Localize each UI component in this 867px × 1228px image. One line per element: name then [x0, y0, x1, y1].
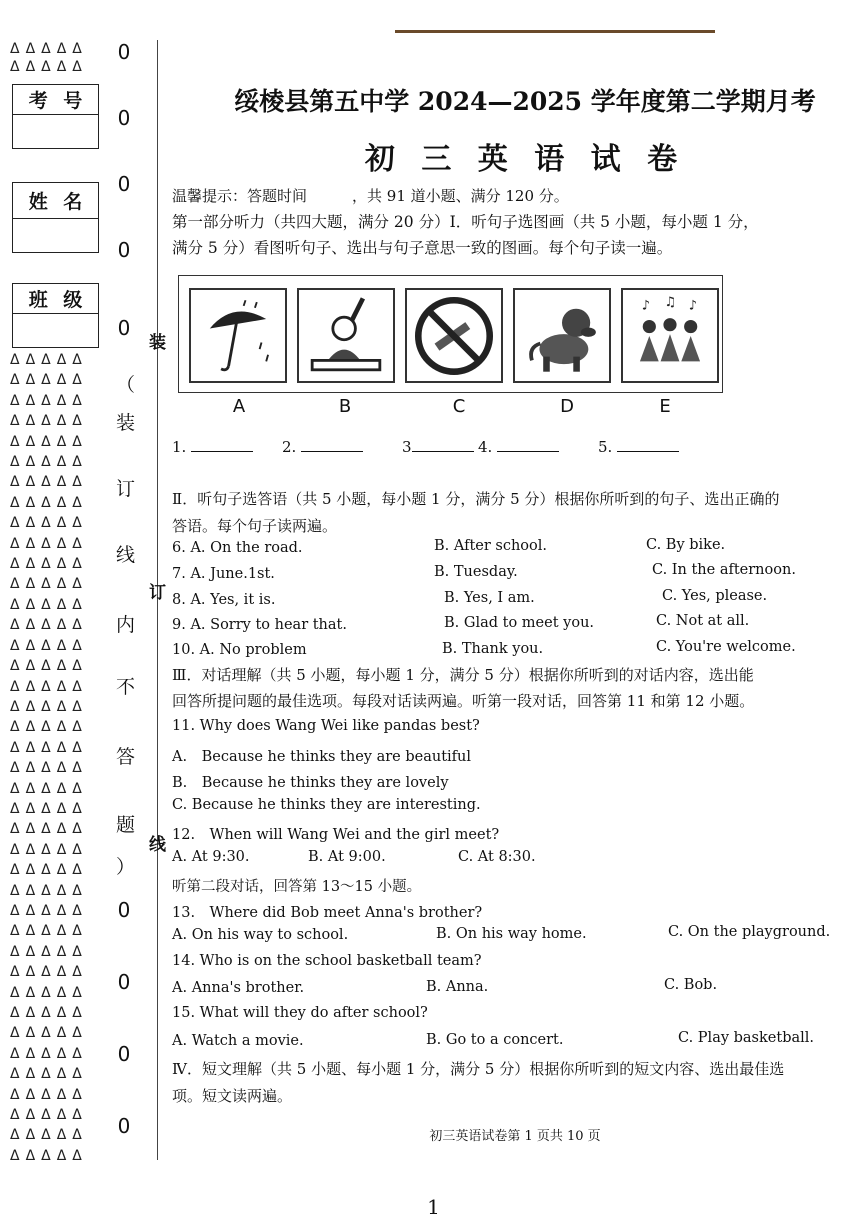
- triangle-row: ΔΔΔΔΔ: [10, 556, 88, 573]
- no-smoking-icon: [405, 288, 503, 383]
- binding-notice-vertical: （ 装 订 线 内 不 答 题 ）: [116, 374, 136, 878]
- option-12c[interactable]: C. At 8:30.: [458, 849, 536, 865]
- page-number: 1: [427, 1195, 440, 1219]
- student-raising-hand-icon: [297, 288, 395, 383]
- paper-title: 初 三 英 语 试 卷: [364, 142, 686, 177]
- triangle-row: ΔΔΔΔΔ: [10, 841, 88, 858]
- binding-mark: 装: [149, 333, 166, 353]
- part1-intro-line1: 第一部分听力（共四大题，满分 20 分）Ⅰ．听句子选图画（共 5 小题，每小题 1 分，: [172, 213, 759, 231]
- option-15a[interactable]: A. Watch a movie.: [172, 1033, 304, 1049]
- question-15: 15. What will they do after school?: [172, 1005, 428, 1021]
- triangle-row: ΔΔΔΔΔ: [10, 1107, 88, 1124]
- triangle-row: ΔΔΔΔΔ: [10, 59, 88, 75]
- svg-text:♫: ♫: [664, 294, 677, 310]
- triangle-row: ΔΔΔΔΔ: [10, 515, 88, 532]
- triangle-row: ΔΔΔΔΔ: [10, 352, 88, 368]
- option-7b[interactable]: B. Tuesday.: [434, 564, 518, 580]
- option-15c[interactable]: C. Play basketball.: [678, 1030, 815, 1046]
- option-14c[interactable]: C. Bob.: [664, 977, 718, 993]
- binding-zeros-bottom: 0 0 0 0: [117, 898, 131, 1138]
- picture-strip: [178, 275, 723, 393]
- exam-number-box[interactable]: [12, 84, 99, 149]
- option-12a[interactable]: A. At 9:30.: [172, 849, 250, 865]
- option-11c[interactable]: C. Because he thinks they are interesting.: [172, 797, 481, 813]
- svg-text:♪: ♪: [688, 298, 698, 314]
- part3-intro-line1: Ⅲ．对话理解（共 5 小题，每小题 1 分，满分 5 分）根据你所听到的对话内容，选出能: [172, 666, 754, 684]
- triangle-border-top: [10, 40, 105, 80]
- triangle-border-main: [10, 350, 105, 1165]
- triangle-row: ΔΔΔΔΔ: [10, 617, 88, 634]
- school-title: 绥棱县第五中学 2024—2025 学年度第二学期月考: [234, 87, 816, 116]
- answer-blank-3[interactable]: 3: [402, 438, 474, 456]
- triangle-row: ΔΔΔΔΔ: [10, 576, 88, 593]
- name-label: 姓 名: [13, 183, 98, 219]
- option-6c[interactable]: C. By bike.: [646, 537, 726, 553]
- triangle-row: ΔΔΔΔΔ: [10, 1045, 88, 1062]
- triangle-row: ΔΔΔΔΔ: [10, 1086, 88, 1103]
- children-singing-icon: [621, 288, 719, 383]
- triangle-row: ΔΔΔΔΔ: [10, 41, 88, 57]
- part4-intro-line2: 项。短文读两遍。: [172, 1087, 293, 1105]
- option-14a[interactable]: A. Anna's brother.: [172, 980, 305, 996]
- page-footer: 初三英语试卷第 1 页共 10 页: [429, 1129, 601, 1144]
- exam-number-field[interactable]: [13, 115, 98, 148]
- answer-blank-1[interactable]: 1.: [172, 438, 253, 456]
- exam-number-label: 考 号: [13, 85, 98, 115]
- triangle-row: ΔΔΔΔΔ: [10, 780, 88, 797]
- option-7c[interactable]: C. In the afternoon.: [652, 562, 796, 578]
- option-11b[interactable]: B. Because he thinks they are lovely: [172, 775, 449, 791]
- picture-label: A: [232, 396, 246, 417]
- tips-line: 温馨提示：答题时间 ，共 91 道小题、满分 120 分。: [172, 187, 569, 205]
- triangle-row: ΔΔΔΔΔ: [10, 943, 88, 960]
- option-10b[interactable]: B. Thank you.: [442, 641, 544, 657]
- question-13: 13. Where did Bob meet Anna's brother?: [172, 905, 483, 921]
- triangle-row: ΔΔΔΔΔ: [10, 862, 88, 879]
- top-rule: [395, 30, 715, 33]
- part2-intro-line2: 答语。每个句子读两遍。: [172, 517, 338, 535]
- triangle-row: ΔΔΔΔΔ: [10, 964, 88, 981]
- triangle-row: ΔΔΔΔΔ: [10, 678, 88, 695]
- binding-zeros-top: 0 0 0 0 0: [117, 40, 131, 340]
- triangle-row: ΔΔΔΔΔ: [10, 719, 88, 736]
- answer-blank-5[interactable]: 5.: [598, 438, 679, 456]
- option-6b[interactable]: B. After school.: [434, 538, 548, 554]
- triangle-row: ΔΔΔΔΔ: [10, 454, 88, 471]
- option-10c[interactable]: C. You're welcome.: [656, 639, 796, 655]
- triangle-row: ΔΔΔΔΔ: [10, 372, 88, 389]
- triangle-row: ΔΔΔΔΔ: [10, 637, 88, 654]
- option-9a[interactable]: 9. A. Sorry to hear that.: [172, 617, 347, 633]
- option-11a[interactable]: A. Because he thinks they are beautiful: [172, 749, 472, 765]
- question-12: 12. When will Wang Wei and the girl meet?: [172, 827, 500, 843]
- triangle-row: ΔΔΔΔΔ: [10, 984, 88, 1001]
- option-14b[interactable]: B. Anna.: [426, 979, 489, 995]
- option-12b[interactable]: B. At 9:00.: [308, 849, 386, 865]
- option-8a[interactable]: 8. A. Yes, it is.: [172, 592, 276, 608]
- picture-label: D: [560, 396, 574, 417]
- option-8c[interactable]: C. Yes, please.: [662, 588, 768, 604]
- part3-intro-line2: 回答所提问题的最佳选项。每段对话读两遍。听第一段对话，回答第 11 和第 12 小题。: [172, 692, 755, 710]
- triangle-row: ΔΔΔΔΔ: [10, 392, 88, 409]
- svg-text:♪: ♪: [641, 298, 651, 314]
- umbrella-rain-icon: [189, 288, 287, 383]
- answer-blank-2[interactable]: 2.: [282, 438, 363, 456]
- triangle-row: ΔΔΔΔΔ: [10, 882, 88, 899]
- class-field[interactable]: [13, 314, 98, 347]
- triangle-row: ΔΔΔΔΔ: [10, 902, 88, 919]
- triangle-row: ΔΔΔΔΔ: [10, 1066, 88, 1083]
- triangle-row: ΔΔΔΔΔ: [10, 1147, 88, 1164]
- triangle-row: ΔΔΔΔΔ: [10, 596, 88, 613]
- part1-intro-line2: 满分 5 分）看图听句子、选出与句子意思一致的图画。每个句子读一遍。: [172, 239, 673, 257]
- option-7a[interactable]: 7. A. June.1st.: [172, 566, 275, 582]
- dog-icon: [513, 288, 611, 383]
- triangle-row: ΔΔΔΔΔ: [10, 433, 88, 450]
- option-13a[interactable]: A. On his way to school.: [172, 927, 349, 943]
- binding-mark: 订: [149, 583, 166, 603]
- second-dialog-note: 听第二段对话，回答第 13～15 小题。: [172, 879, 422, 895]
- question-14: 14. Who is on the school basketball team?: [172, 953, 482, 969]
- question-11: 11. Why does Wang Wei like pandas best?: [172, 718, 480, 734]
- triangle-row: ΔΔΔΔΔ: [10, 658, 88, 675]
- triangle-row: ΔΔΔΔΔ: [10, 1025, 88, 1042]
- part4-intro-line1: Ⅳ．短文理解（共 5 小题、每小题 1 分，满分 5 分）根据你所听到的短文内容、选出最佳选: [172, 1060, 785, 1078]
- picture-label: E: [659, 396, 671, 417]
- class-box[interactable]: [12, 283, 99, 348]
- triangle-row: ΔΔΔΔΔ: [10, 923, 88, 940]
- picture-label: B: [338, 396, 352, 417]
- option-9c[interactable]: C. Not at all.: [656, 613, 750, 629]
- triangle-row: ΔΔΔΔΔ: [10, 413, 88, 430]
- answer-blank-4[interactable]: 4.: [478, 438, 559, 456]
- triangle-row: ΔΔΔΔΔ: [10, 1005, 88, 1021]
- binding-mark: 线: [149, 835, 166, 855]
- triangle-row: ΔΔΔΔΔ: [10, 1127, 88, 1144]
- class-label: 班 级: [13, 284, 98, 314]
- name-field[interactable]: [13, 219, 98, 252]
- triangle-row: ΔΔΔΔΔ: [10, 760, 88, 777]
- option-6a[interactable]: 6. A. On the road.: [172, 540, 303, 556]
- triangle-row: ΔΔΔΔΔ: [10, 800, 88, 817]
- name-box[interactable]: [12, 182, 99, 253]
- option-13c[interactable]: C. On the playground.: [668, 924, 831, 940]
- option-13b[interactable]: B. On his way home.: [436, 926, 587, 942]
- triangle-row: ΔΔΔΔΔ: [10, 821, 88, 838]
- picture-label: C: [452, 396, 466, 417]
- triangle-row: ΔΔΔΔΔ: [10, 494, 88, 511]
- triangle-row: ΔΔΔΔΔ: [10, 739, 88, 756]
- triangle-row: ΔΔΔΔΔ: [10, 535, 88, 552]
- triangle-row: ΔΔΔΔΔ: [10, 698, 88, 715]
- option-8b[interactable]: B. Yes, I am.: [444, 590, 535, 606]
- triangle-row: ΔΔΔΔΔ: [10, 474, 88, 491]
- option-15b[interactable]: B. Go to a concert.: [426, 1032, 564, 1048]
- option-10a[interactable]: 10. A. No problem: [172, 642, 307, 658]
- option-9b[interactable]: B. Glad to meet you.: [444, 615, 595, 631]
- part2-intro-line1: Ⅱ．听句子选答语（共 5 小题，每小题 1 分，满分 5 分）根据你所听到的句子、选出正确的: [172, 490, 780, 508]
